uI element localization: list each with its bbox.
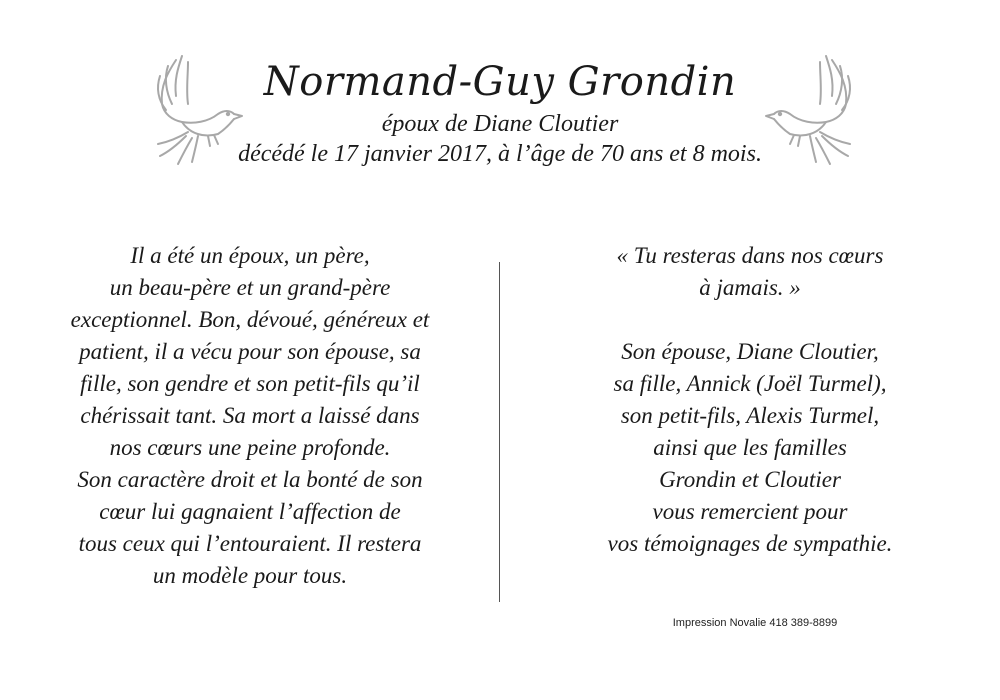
family-line: Grondin et Cloutier: [659, 467, 841, 492]
tribute-line: un modèle pour tous.: [152, 563, 348, 588]
tribute-text: [40, 240, 460, 592]
spouse-line: époux de Diane Cloutier: [381, 111, 619, 137]
tribute-line: Son caractère droit et la bonté de son: [77, 467, 423, 492]
printer-credit: Impression Novalie 418 389-8899: [672, 617, 838, 629]
family-line: ainsi que les familles: [653, 435, 847, 460]
family-line: son petit-fils, Alexis Turmel,: [620, 403, 880, 428]
header: [150, 55, 850, 169]
spacer: [540, 304, 960, 336]
family-line: sa fille, Annick (Joël Turmel),: [613, 371, 887, 396]
quote-line: à jamais. »: [699, 275, 801, 300]
tribute-line: fille, son gendre et son petit-fils qu’il: [80, 371, 420, 396]
death-line: décédé le 17 janvier 2017, à l’âge de 70 ans et 8 mois.: [238, 141, 762, 167]
tribute-line: cœur lui gagnaient l’affection de: [99, 499, 401, 524]
family-line: Son épouse, Diane Cloutier,: [621, 339, 879, 364]
tribute-line: nos cœurs une peine profonde.: [109, 435, 391, 460]
deceased-name: Normand-Guy Grondin: [263, 59, 737, 105]
tribute-line: Il a été un époux, un père,: [130, 243, 370, 268]
family-line: vos témoignages de sympathie.: [607, 531, 893, 556]
tribute-line: tous ceux qui l’entouraient. Il restera: [78, 531, 422, 556]
family-line: vous remercient pour: [652, 499, 848, 524]
tribute-line: exceptionnel. Bon, dévoué, généreux et: [70, 307, 430, 332]
tribute-line: un beau-père et un grand-père: [109, 275, 391, 300]
column-divider: [499, 262, 500, 602]
thanks-text: [540, 240, 960, 560]
quote-line: « Tu resteras dans nos cœurs: [616, 243, 884, 268]
tribute-line: patient, il a vécu pour son épouse, sa: [79, 339, 421, 364]
tribute-line: chérissait tant. Sa mort a laissé dans: [80, 403, 420, 428]
